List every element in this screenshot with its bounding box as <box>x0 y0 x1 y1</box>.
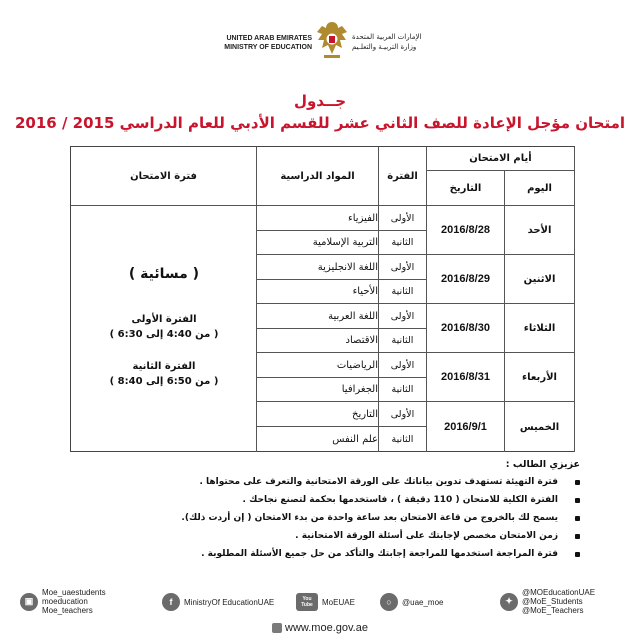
globe-icon <box>272 623 282 633</box>
period-cell: الأولى <box>379 206 427 231</box>
periscope-link[interactable] <box>380 593 443 611</box>
notes-title: عزيزي الطالب : <box>505 459 580 470</box>
subject-cell: الفيزياء <box>257 206 379 231</box>
period-cell: الأولى <box>379 402 427 427</box>
note-item <box>180 531 580 542</box>
english-line-1: UNITED ARAB EMIRATES <box>226 35 312 42</box>
facebook-link[interactable] <box>162 593 274 611</box>
header-date: التاريخ <box>427 171 505 206</box>
note-item <box>180 549 580 560</box>
period-cell: الثانية <box>379 427 427 452</box>
period-cell: الثانية <box>379 378 427 402</box>
period-cell: الأولى <box>379 304 427 329</box>
twitter-icon: ✦ <box>500 593 518 611</box>
period-cell: الثانية <box>379 231 427 255</box>
subject-cell: اللغة العربية <box>257 304 379 329</box>
instagram-link[interactable] <box>20 588 106 615</box>
document-subtitle: امتحان مؤجل الإعادة للصف الثاني عشر للقسم الأدبي للعام الدراسي 2015 / 2016 <box>14 114 626 132</box>
day-cell: الأربعاء <box>505 353 575 402</box>
note-item <box>180 495 580 506</box>
header-exam-days: أيام الامتحان <box>427 147 575 171</box>
day-cell: الخميس <box>505 402 575 452</box>
twitter-handle: @MoE_Teachers <box>522 606 584 615</box>
header-period: الفترة <box>379 147 427 206</box>
instagram-handle: Moe_uaestudents <box>42 588 106 597</box>
website-link[interactable] <box>0 622 640 634</box>
student-notes <box>180 459 580 560</box>
subject-cell: التربية الإسلامية <box>257 231 379 255</box>
arabic-line-2: وزارة التربيـة والتعلـيم <box>352 43 417 51</box>
note-text: الفترة الكلية للامتحان ( 110 دقيقة ) ، فاستخدمها بحكمة لتصنع نجاحك . <box>242 495 558 505</box>
bullet-icon <box>575 480 580 485</box>
first-period-time: ( من 4:40 إلى 6:30 ) <box>109 329 219 340</box>
youtube-label: You Tube <box>301 596 313 608</box>
evening-title: ( مسائية ) <box>128 266 200 282</box>
subject-cell: الجغرافيا <box>257 378 379 402</box>
period-cell: الأولى <box>379 255 427 280</box>
uae-emblem-icon <box>314 18 350 62</box>
evening-session-cell <box>71 206 257 452</box>
period-cell: الأولى <box>379 353 427 378</box>
header <box>0 0 640 80</box>
facebook-icon: f <box>162 593 180 611</box>
instagram-handle: Moe_teachers <box>42 606 93 615</box>
document-title: جــدول <box>293 92 347 110</box>
note-item <box>180 477 580 488</box>
subject-cell: اللغة الانجليزية <box>257 255 379 280</box>
subject-cell: علم النفس <box>257 427 379 452</box>
period-cell: الثانية <box>379 329 427 353</box>
day-cell: الثلاثاء <box>505 304 575 353</box>
twitter-link[interactable] <box>500 588 595 615</box>
youtube-handle: MoEUAE <box>322 597 355 607</box>
twitter-handle: @MOEducationUAE <box>522 588 596 597</box>
youtube-link[interactable] <box>296 593 355 611</box>
second-period-time: ( من 6:50 إلى 8:40 ) <box>109 376 219 387</box>
periscope-handle: @uae_moe <box>402 597 444 607</box>
ministry-english-name <box>212 34 312 52</box>
youtube-icon <box>296 593 318 611</box>
periscope-icon: ○ <box>380 593 398 611</box>
date-cell: 2016/8/31 <box>427 353 505 402</box>
date-cell: 2016/8/29 <box>427 255 505 304</box>
note-item <box>180 513 580 524</box>
note-text: فترة المراجعة استخدمها للمراجعة إجابتك والتأكد من حل جميع الأسئلة المطلوبة . <box>201 549 558 559</box>
day-cell: الأحد <box>505 206 575 255</box>
bullet-icon <box>575 516 580 521</box>
instagram-handle: moeducation <box>42 597 88 606</box>
subject-cell: الرياضيات <box>257 353 379 378</box>
second-period-label: الفترة الثانية <box>132 361 196 372</box>
period-cell: الثانية <box>379 280 427 304</box>
bullet-icon <box>575 552 580 557</box>
note-text: يسمح لك بالخروج من قاعة الامتحان بعد ساعة واحدة من بدء الامتحان ( إن أردت ذلك). <box>181 513 558 523</box>
exam-schedule-table <box>70 146 575 452</box>
facebook-handle: MinistryOf EducationUAE <box>184 597 275 607</box>
ministry-arabic-name <box>352 32 452 52</box>
subject-cell: التاريخ <box>257 402 379 427</box>
subject-cell: الأحياء <box>257 280 379 304</box>
bullet-icon <box>575 534 580 539</box>
date-cell: 2016/8/28 <box>427 206 505 255</box>
day-cell: الاثنين <box>505 255 575 304</box>
header-exam-period: فترة الامتحان <box>71 147 257 206</box>
bullet-icon <box>575 498 580 503</box>
header-subjects: المواد الدراسية <box>257 147 379 206</box>
first-period-label: الفترة الأولى <box>131 314 197 325</box>
instagram-icon: ▣ <box>20 593 38 611</box>
english-line-2: MINISTRY OF EDUCATION <box>224 44 312 51</box>
note-text: فترة التهيئة تستهدف تدوين بياناتك على الورقة الامتحانية والتعرف على محتواها . <box>199 477 558 487</box>
subject-cell: الاقتصاد <box>257 329 379 353</box>
date-cell: 2016/8/30 <box>427 304 505 353</box>
date-cell: 2016/9/1 <box>427 402 505 452</box>
website-text: www.moe.gov.ae <box>285 622 368 634</box>
twitter-handle: @MoE_Students <box>522 597 583 606</box>
note-text: زمن الامتحان مخصص لإجابتك على أسئلة الورقة الامتحانية . <box>295 531 558 541</box>
arabic-line-1: الإمارات العربية المتحدة <box>352 33 422 41</box>
header-day: اليوم <box>505 171 575 206</box>
